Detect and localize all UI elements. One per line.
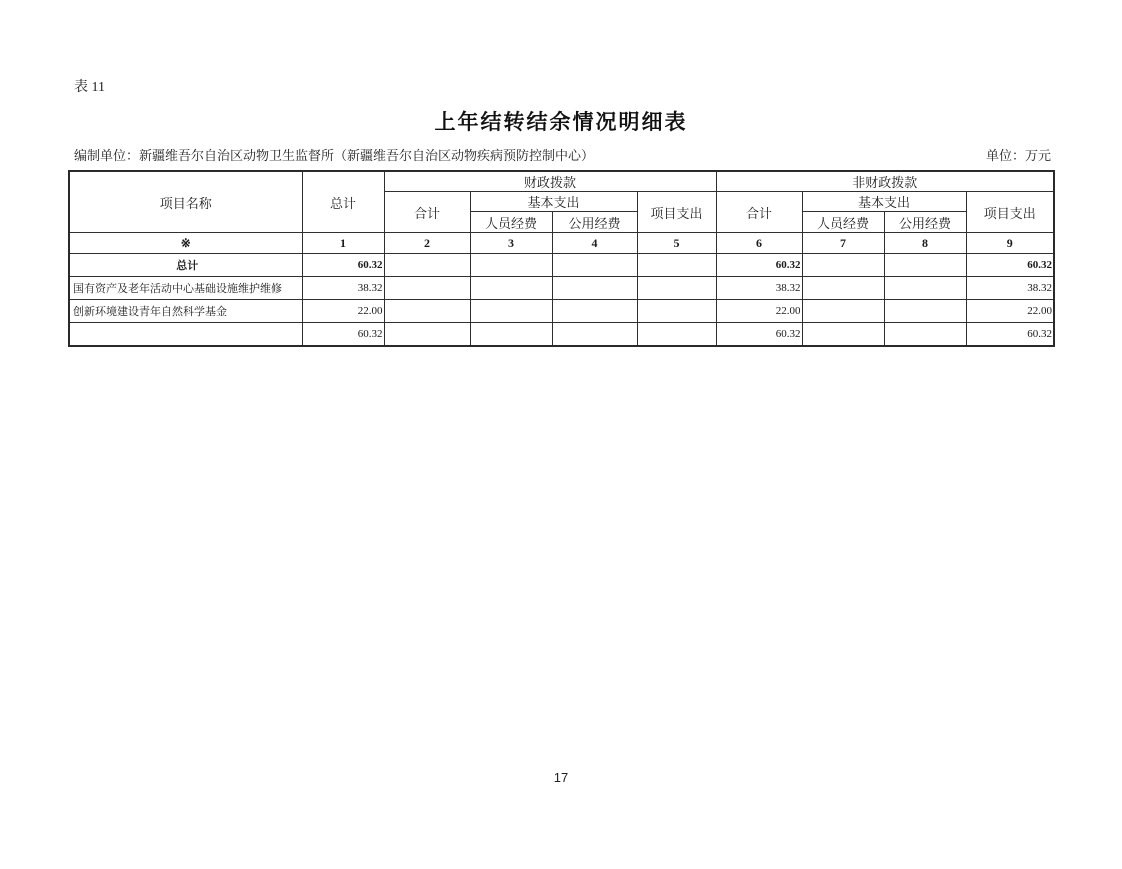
value-cell: 38.32 bbox=[716, 277, 802, 300]
value-cell bbox=[384, 323, 470, 346]
index-cell: ※ bbox=[69, 233, 302, 254]
value-cell bbox=[384, 254, 470, 277]
table-row-total bbox=[69, 254, 1054, 277]
value-cell: 60.32 bbox=[966, 254, 1054, 277]
header-cell-nonfiscal-basic: 基本支出 bbox=[802, 192, 966, 212]
value-cell: 60.32 bbox=[716, 254, 802, 277]
value-cell bbox=[470, 323, 552, 346]
header-cell-nonfiscal-project: 项目支出 bbox=[966, 192, 1054, 233]
table-row bbox=[69, 323, 1054, 346]
row-name-cell: 总计 bbox=[69, 254, 302, 277]
value-cell: 38.32 bbox=[302, 277, 384, 300]
value-cell bbox=[884, 277, 966, 300]
header-cell-nonfiscal-subtotal: 合计 bbox=[716, 192, 802, 233]
header-cell-grand-total: 总计 bbox=[302, 171, 384, 233]
table-row bbox=[69, 300, 1054, 323]
header-cell-nonfiscal-personnel: 人员经费 bbox=[802, 212, 884, 233]
index-cell: 8 bbox=[884, 233, 966, 254]
value-cell: 60.32 bbox=[302, 323, 384, 346]
value-cell bbox=[552, 300, 637, 323]
value-cell bbox=[637, 300, 716, 323]
index-cell: 9 bbox=[966, 233, 1054, 254]
index-cell: 2 bbox=[384, 233, 470, 254]
header-group-fiscal: 财政拨款 bbox=[384, 171, 716, 192]
header-cell-fiscal-basic: 基本支出 bbox=[470, 192, 637, 212]
value-cell bbox=[802, 277, 884, 300]
value-cell: 22.00 bbox=[302, 300, 384, 323]
value-cell: 38.32 bbox=[966, 277, 1054, 300]
row-name-cell: 国有资产及老年活动中心基础设施维护维修 bbox=[69, 277, 302, 300]
header-cell-fiscal-project: 项目支出 bbox=[637, 192, 716, 233]
value-cell: 22.00 bbox=[716, 300, 802, 323]
table-row bbox=[69, 277, 1054, 300]
table-number-label: 表 11 bbox=[74, 80, 105, 95]
row-name-cell bbox=[69, 323, 302, 346]
header-cell-project-name: 项目名称 bbox=[69, 171, 302, 233]
index-cell: 6 bbox=[716, 233, 802, 254]
value-cell bbox=[884, 323, 966, 346]
value-cell bbox=[802, 323, 884, 346]
index-cell: 5 bbox=[637, 233, 716, 254]
header-cell-nonfiscal-public: 公用经费 bbox=[884, 212, 966, 233]
value-cell bbox=[470, 277, 552, 300]
header-cell-fiscal-subtotal: 合计 bbox=[384, 192, 470, 233]
index-cell: 3 bbox=[470, 233, 552, 254]
value-cell bbox=[470, 254, 552, 277]
document-page bbox=[0, 76, 1122, 869]
index-cell: 4 bbox=[552, 233, 637, 254]
index-cell: 7 bbox=[802, 233, 884, 254]
value-cell bbox=[884, 254, 966, 277]
row-name-cell: 创新环境建设青年自然科学基金 bbox=[69, 300, 302, 323]
page-title: 上年结转结余情况明细表 bbox=[434, 110, 688, 134]
unit-label: 单位：万元 bbox=[985, 148, 1051, 163]
value-cell: 60.32 bbox=[716, 323, 802, 346]
value-cell bbox=[802, 300, 884, 323]
meta-row bbox=[68, 145, 1053, 164]
value-cell: 22.00 bbox=[966, 300, 1054, 323]
value-cell bbox=[470, 300, 552, 323]
value-cell bbox=[637, 323, 716, 346]
header-cell-fiscal-personnel: 人员经费 bbox=[470, 212, 552, 233]
value-cell bbox=[884, 300, 966, 323]
value-cell bbox=[637, 254, 716, 277]
value-cell bbox=[552, 323, 637, 346]
value-cell bbox=[384, 277, 470, 300]
index-cell: 1 bbox=[302, 233, 384, 254]
value-cell bbox=[802, 254, 884, 277]
page-number: 17 bbox=[553, 770, 569, 785]
header-cell-fiscal-public: 公用经费 bbox=[552, 212, 637, 233]
carryover-balance-table bbox=[68, 170, 1055, 347]
value-cell: 60.32 bbox=[966, 323, 1054, 346]
value-cell bbox=[637, 277, 716, 300]
value-cell bbox=[552, 277, 637, 300]
value-cell bbox=[384, 300, 470, 323]
value-cell: 60.32 bbox=[302, 254, 384, 277]
header-group-nonfiscal: 非财政拨款 bbox=[716, 171, 1054, 192]
prepared-by-label: 编制单位：新疆维吾尔自治区动物卫生监督所（新疆维吾尔自治区动物疾病预防控制中心） bbox=[74, 148, 595, 163]
value-cell bbox=[552, 254, 637, 277]
